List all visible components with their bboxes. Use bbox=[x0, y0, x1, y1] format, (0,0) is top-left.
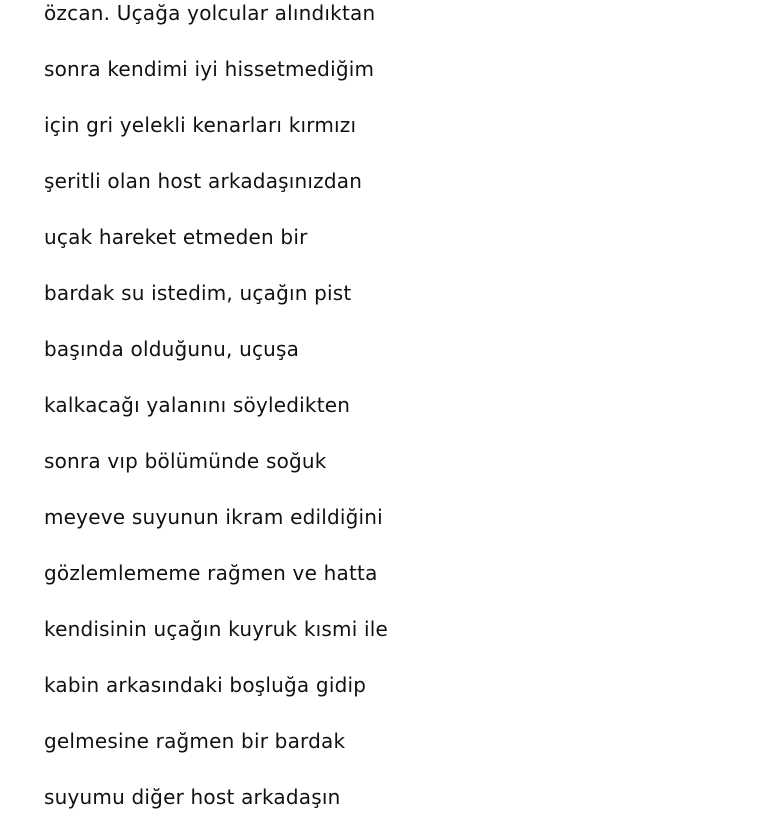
message-body bbox=[44, 0, 764, 825]
message-line: bardak su istedim, uçağın pist bbox=[44, 281, 352, 305]
message-line: suyumu diğer host arkadaşın bbox=[44, 785, 341, 809]
message-line: kalkacağı yalanını söyledikten bbox=[44, 393, 351, 417]
message-line: kendisinin uçağın kuyruk kısmi ile bbox=[44, 617, 389, 641]
message-line: kabin arkasındaki boşluğa gidip bbox=[44, 673, 367, 697]
message-line: özcan. Uçağa yolcular alındıktan bbox=[44, 1, 376, 25]
message-line: için gri yelekli kenarları kırmızı bbox=[44, 113, 357, 137]
message-line: sonra vıp bölümünde soğuk bbox=[44, 449, 327, 473]
message-line: sonra kendimi iyi hissetmediğim bbox=[44, 57, 375, 81]
message-line: başında olduğunu, uçuşa bbox=[44, 337, 300, 361]
message-line: şeritli olan host arkadaşınızdan bbox=[44, 169, 363, 193]
message-line: meyeve suyunun ikram edildiğini bbox=[44, 505, 383, 529]
message-line: gelmesine rağmen bir bardak bbox=[44, 729, 346, 753]
message-line: gözlemlememe rağmen ve hatta bbox=[44, 561, 378, 585]
message-line: uçak hareket etmeden bir bbox=[44, 225, 308, 249]
